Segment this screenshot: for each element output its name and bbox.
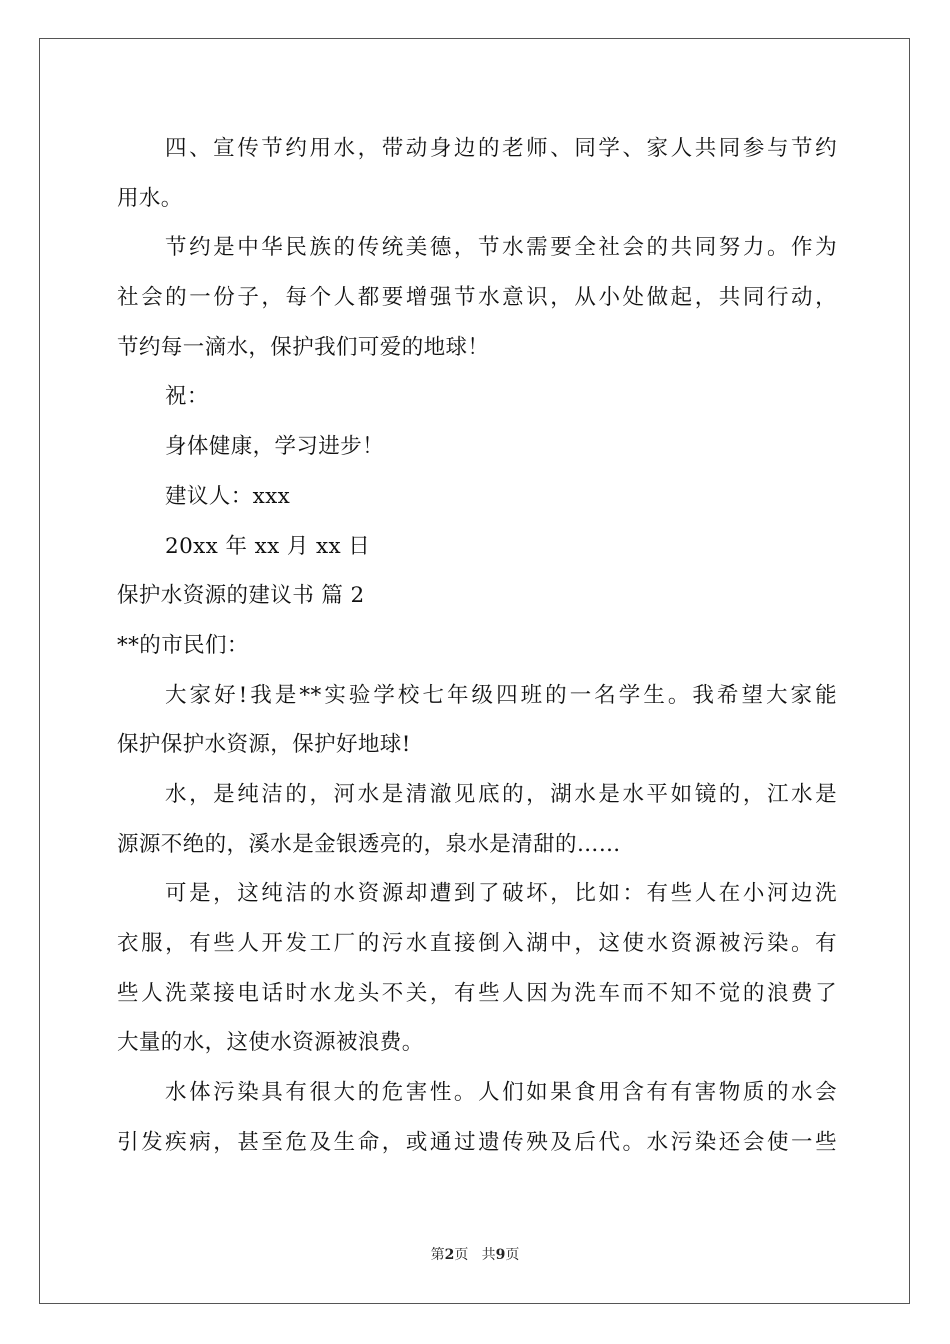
text-line: 祝：: [165, 384, 209, 410]
text-line: 四、宣传节约用水，带动身边的老师、同学、家人共同参与节约: [165, 136, 837, 161]
text-line: 社会的一份子，每个人都要增强节水意识，从小处做起，共同行动，: [117, 285, 837, 311]
text-line: 建议人：xxx: [165, 483, 291, 509]
text-line: 20xx 年 xx 月 xx 日: [165, 533, 371, 559]
text-line: 源源不绝的，溪水是金银透亮的，泉水是清甜的……: [117, 831, 621, 857]
current-page-number: 2: [444, 1247, 455, 1263]
total-pages-prefix: 共: [481, 1247, 496, 1263]
page-number-prefix: 第: [430, 1247, 445, 1263]
text-line: 水体污染具有很大的危害性。人们如果食用含有有害物质的水会: [165, 1080, 837, 1106]
text-line: 节约是中华民族的传统美德，节水需要全社会的共同努力。作为: [165, 235, 837, 261]
text-line: 大量的水，这使水资源被浪费。: [117, 1030, 424, 1056]
total-page-count: 9: [495, 1247, 506, 1263]
document-body: [117, 124, 837, 1167]
text-line: 水，是纯洁的，河水是清澈见底的，湖水是水平如镜的，江水是: [165, 781, 837, 807]
text-line: **的市民们：: [117, 632, 249, 658]
text-line: 些人洗菜接电话时水龙头不关，有些人因为洗车而不知不觉的浪费了: [117, 980, 837, 1006]
page-footer: [0, 1245, 950, 1265]
text-line: 身体健康，学习进步！: [165, 434, 385, 460]
text-line: 可是，这纯洁的水资源却遭到了破坏，比如：有些人在小河边洗: [165, 881, 837, 907]
total-pages-suffix: 页: [505, 1247, 520, 1263]
text-line: 大家好!我是**实验学校七年级四班的一名学生。我希望大家能: [165, 682, 837, 708]
text-line: 保护保护水资源，保护好地球!: [117, 732, 411, 758]
text-line: 引发疾病，甚至危及生命，或通过遗传殃及后代。水污染还会使一些: [117, 1129, 837, 1155]
text-line: 衣服，有些人开发工厂的污水直接倒入湖中，这使水资源被污染。有: [117, 931, 837, 956]
text-line: 节约每一滴水，保护我们可爱的地球！: [117, 334, 490, 360]
page-number-suffix: 页: [454, 1247, 469, 1263]
text-line: 用水。: [117, 185, 183, 211]
text-line: 保护水资源的建议书 篇 2: [117, 583, 365, 609]
